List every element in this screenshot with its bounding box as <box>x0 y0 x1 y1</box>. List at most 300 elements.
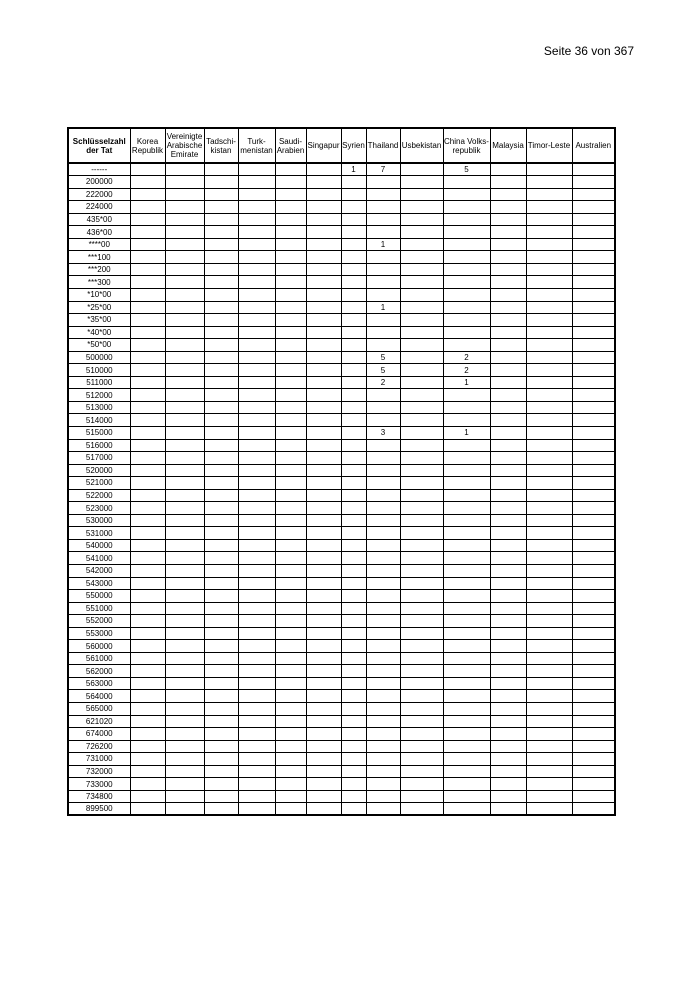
count-cell <box>238 351 275 364</box>
count-cell <box>490 439 526 452</box>
count-cell <box>275 765 306 778</box>
count-cell <box>165 326 204 339</box>
count-cell <box>130 301 165 314</box>
count-cell <box>130 565 165 578</box>
count-cell <box>341 439 366 452</box>
count-cell <box>443 213 490 226</box>
count-cell <box>572 464 615 477</box>
count-cell <box>165 163 204 176</box>
count-cell <box>400 314 443 327</box>
count-cell <box>306 364 341 377</box>
column-header-country: Singapur <box>306 128 341 163</box>
count-cell <box>275 452 306 465</box>
count-cell <box>306 527 341 540</box>
offense-key-cell: 523000 <box>68 502 130 515</box>
count-cell <box>526 339 572 352</box>
count-cell <box>572 803 615 816</box>
count-cell <box>572 765 615 778</box>
table-row <box>68 627 615 640</box>
offense-key-cell: 562000 <box>68 665 130 678</box>
offense-key-cell: 516000 <box>68 439 130 452</box>
count-cell <box>306 753 341 766</box>
count-cell <box>238 577 275 590</box>
count-cell <box>238 790 275 803</box>
count-cell <box>341 514 366 527</box>
count-cell <box>366 615 400 628</box>
table-row <box>68 502 615 515</box>
count-cell <box>275 238 306 251</box>
count-cell <box>572 489 615 502</box>
count-cell <box>366 640 400 653</box>
count-cell <box>306 238 341 251</box>
count-cell <box>443 326 490 339</box>
count-cell <box>526 426 572 439</box>
count-cell <box>204 364 238 377</box>
count-cell <box>306 665 341 678</box>
count-cell <box>204 552 238 565</box>
count-cell <box>306 790 341 803</box>
count-cell <box>341 740 366 753</box>
table-row <box>68 464 615 477</box>
count-cell <box>526 326 572 339</box>
count-cell <box>306 565 341 578</box>
count-cell <box>443 552 490 565</box>
count-cell <box>130 803 165 816</box>
count-cell <box>572 753 615 766</box>
table-row <box>68 790 615 803</box>
count-cell <box>526 364 572 377</box>
count-cell <box>238 339 275 352</box>
count-cell <box>526 778 572 791</box>
count-cell <box>490 426 526 439</box>
count-cell <box>130 602 165 615</box>
count-cell <box>341 728 366 741</box>
count-cell <box>572 703 615 716</box>
count-cell <box>204 263 238 276</box>
count-cell <box>165 527 204 540</box>
count-cell <box>238 326 275 339</box>
offense-country-table <box>67 127 616 816</box>
count-cell <box>204 790 238 803</box>
count-cell <box>443 201 490 214</box>
count-cell <box>130 539 165 552</box>
count-cell <box>238 803 275 816</box>
count-cell <box>275 677 306 690</box>
count-cell: 7 <box>366 163 400 176</box>
count-cell <box>400 514 443 527</box>
count-cell <box>165 314 204 327</box>
count-cell <box>306 640 341 653</box>
count-cell <box>490 477 526 490</box>
count-cell <box>165 301 204 314</box>
count-cell <box>341 640 366 653</box>
count-cell <box>204 527 238 540</box>
count-cell <box>238 527 275 540</box>
count-cell <box>526 627 572 640</box>
count-cell <box>165 677 204 690</box>
count-cell <box>275 690 306 703</box>
count-cell <box>443 414 490 427</box>
table-row <box>68 477 615 490</box>
count-cell <box>238 740 275 753</box>
count-cell <box>490 364 526 377</box>
count-cell <box>366 690 400 703</box>
count-cell <box>366 703 400 716</box>
count-cell <box>275 477 306 490</box>
count-cell <box>165 790 204 803</box>
count-cell <box>526 765 572 778</box>
count-cell <box>572 301 615 314</box>
offense-key-cell: 543000 <box>68 577 130 590</box>
count-cell <box>306 803 341 816</box>
count-cell <box>400 740 443 753</box>
count-cell <box>526 188 572 201</box>
count-cell <box>130 740 165 753</box>
count-cell <box>341 364 366 377</box>
count-cell <box>306 226 341 239</box>
count-cell <box>130 401 165 414</box>
count-cell <box>341 188 366 201</box>
count-cell <box>526 602 572 615</box>
count-cell <box>526 251 572 264</box>
count-cell <box>341 238 366 251</box>
count-cell <box>275 715 306 728</box>
count-cell <box>275 514 306 527</box>
table-row <box>68 489 615 502</box>
count-cell <box>275 163 306 176</box>
count-cell <box>130 339 165 352</box>
table-row <box>68 301 615 314</box>
count-cell <box>275 201 306 214</box>
count-cell <box>130 552 165 565</box>
count-cell <box>130 703 165 716</box>
count-cell <box>204 276 238 289</box>
offense-key-cell: *50*00 <box>68 339 130 352</box>
offense-key-cell: *40*00 <box>68 326 130 339</box>
count-cell <box>130 351 165 364</box>
count-cell <box>526 590 572 603</box>
count-cell <box>572 238 615 251</box>
offense-key-cell: 514000 <box>68 414 130 427</box>
count-cell <box>526 389 572 402</box>
count-cell <box>526 276 572 289</box>
table-row <box>68 226 615 239</box>
count-cell <box>526 414 572 427</box>
count-cell <box>204 690 238 703</box>
count-cell <box>341 703 366 716</box>
count-cell <box>204 677 238 690</box>
count-cell <box>204 590 238 603</box>
count-cell <box>366 477 400 490</box>
count-cell <box>400 464 443 477</box>
offense-key-cell: 542000 <box>68 565 130 578</box>
count-cell <box>275 314 306 327</box>
count-cell <box>275 263 306 276</box>
count-cell <box>400 627 443 640</box>
count-cell <box>400 728 443 741</box>
count-cell <box>443 301 490 314</box>
count-cell <box>443 251 490 264</box>
count-cell <box>130 577 165 590</box>
count-cell <box>275 188 306 201</box>
column-header-country: Thailand <box>366 128 400 163</box>
count-cell <box>204 565 238 578</box>
offense-key-cell: 510000 <box>68 364 130 377</box>
count-cell <box>130 765 165 778</box>
count-cell <box>204 339 238 352</box>
offense-key-cell: 551000 <box>68 602 130 615</box>
count-cell <box>275 464 306 477</box>
count-cell <box>204 301 238 314</box>
count-cell <box>165 753 204 766</box>
count-cell <box>490 401 526 414</box>
count-cell <box>572 552 615 565</box>
table-row <box>68 690 615 703</box>
count-cell <box>490 376 526 389</box>
count-cell <box>130 753 165 766</box>
count-cell <box>130 527 165 540</box>
table-row <box>68 652 615 665</box>
count-cell <box>238 288 275 301</box>
count-cell <box>443 665 490 678</box>
count-cell <box>306 728 341 741</box>
table-row <box>68 326 615 339</box>
count-cell <box>275 527 306 540</box>
count-cell <box>400 703 443 716</box>
count-cell <box>490 276 526 289</box>
count-cell <box>526 238 572 251</box>
count-cell <box>400 565 443 578</box>
count-cell <box>130 389 165 402</box>
count-cell <box>526 803 572 816</box>
count-cell <box>341 401 366 414</box>
offense-key-cell: ***200 <box>68 263 130 276</box>
count-cell <box>204 514 238 527</box>
count-cell <box>443 238 490 251</box>
count-cell <box>238 201 275 214</box>
count-cell <box>400 163 443 176</box>
count-cell <box>366 577 400 590</box>
count-cell <box>306 703 341 716</box>
count-cell <box>572 477 615 490</box>
table-row <box>68 389 615 402</box>
count-cell <box>130 176 165 189</box>
count-cell <box>238 627 275 640</box>
count-cell <box>490 665 526 678</box>
count-cell <box>443 276 490 289</box>
count-cell <box>366 565 400 578</box>
count-cell <box>204 351 238 364</box>
offense-key-cell: 500000 <box>68 351 130 364</box>
offense-key-cell: *35*00 <box>68 314 130 327</box>
count-cell <box>572 351 615 364</box>
count-cell <box>165 665 204 678</box>
count-cell <box>400 376 443 389</box>
table-row <box>68 640 615 653</box>
count-cell <box>238 276 275 289</box>
count-cell <box>130 201 165 214</box>
table-row <box>68 590 615 603</box>
count-cell <box>526 565 572 578</box>
count-cell <box>490 251 526 264</box>
count-cell <box>165 401 204 414</box>
count-cell <box>490 539 526 552</box>
count-cell <box>572 502 615 515</box>
count-cell <box>306 615 341 628</box>
count-cell <box>341 326 366 339</box>
count-cell <box>204 665 238 678</box>
count-cell <box>165 514 204 527</box>
offense-key-cell: *25*00 <box>68 301 130 314</box>
count-cell <box>400 213 443 226</box>
count-cell <box>275 389 306 402</box>
offense-key-cell: 560000 <box>68 640 130 653</box>
count-cell: 1 <box>366 238 400 251</box>
count-cell <box>400 765 443 778</box>
column-header-country: Australien <box>572 128 615 163</box>
count-cell <box>341 201 366 214</box>
table-row <box>68 426 615 439</box>
count-cell <box>572 288 615 301</box>
count-cell <box>341 301 366 314</box>
table-row <box>68 803 615 816</box>
offense-key-cell: 515000 <box>68 426 130 439</box>
count-cell <box>306 288 341 301</box>
count-cell <box>306 426 341 439</box>
count-cell <box>366 602 400 615</box>
count-cell <box>366 740 400 753</box>
count-cell <box>572 627 615 640</box>
count-cell <box>572 188 615 201</box>
count-cell <box>341 677 366 690</box>
count-cell <box>130 640 165 653</box>
count-cell <box>526 452 572 465</box>
count-cell <box>366 288 400 301</box>
count-cell <box>341 276 366 289</box>
count-cell <box>238 765 275 778</box>
count-cell <box>204 778 238 791</box>
header-row <box>68 128 615 163</box>
count-cell <box>306 301 341 314</box>
count-cell <box>400 364 443 377</box>
count-cell <box>443 602 490 615</box>
count-cell <box>165 602 204 615</box>
count-cell <box>400 176 443 189</box>
count-cell <box>400 452 443 465</box>
count-cell <box>165 251 204 264</box>
count-cell <box>572 715 615 728</box>
count-cell <box>165 778 204 791</box>
count-cell <box>306 715 341 728</box>
count-cell <box>130 314 165 327</box>
count-cell <box>275 251 306 264</box>
count-cell <box>238 715 275 728</box>
count-cell <box>490 452 526 465</box>
count-cell <box>366 251 400 264</box>
count-cell <box>306 339 341 352</box>
count-cell <box>366 452 400 465</box>
count-cell <box>572 527 615 540</box>
count-cell <box>204 502 238 515</box>
count-cell <box>275 414 306 427</box>
count-cell <box>366 464 400 477</box>
count-cell <box>130 364 165 377</box>
count-cell <box>341 552 366 565</box>
offense-key-cell: 513000 <box>68 401 130 414</box>
offense-key-cell: 531000 <box>68 527 130 540</box>
count-cell <box>400 401 443 414</box>
count-cell <box>526 439 572 452</box>
count-cell <box>204 188 238 201</box>
count-cell <box>490 414 526 427</box>
count-cell <box>165 213 204 226</box>
count-cell <box>238 514 275 527</box>
count-cell <box>341 251 366 264</box>
table-row <box>68 527 615 540</box>
count-cell <box>572 577 615 590</box>
count-cell <box>490 715 526 728</box>
count-cell <box>400 778 443 791</box>
count-cell <box>238 652 275 665</box>
table-row <box>68 414 615 427</box>
count-cell <box>526 477 572 490</box>
count-cell <box>526 527 572 540</box>
count-cell <box>490 351 526 364</box>
count-cell <box>341 539 366 552</box>
count-cell <box>306 163 341 176</box>
offense-key-cell: 521000 <box>68 477 130 490</box>
count-cell <box>526 226 572 239</box>
count-cell <box>490 314 526 327</box>
count-cell <box>275 376 306 389</box>
column-header-country: Vereinigte Arabische Emirate <box>165 128 204 163</box>
count-cell <box>275 627 306 640</box>
count-cell <box>443 565 490 578</box>
count-cell <box>443 489 490 502</box>
count-cell <box>275 426 306 439</box>
count-cell <box>526 740 572 753</box>
count-cell <box>341 376 366 389</box>
count-cell <box>526 376 572 389</box>
count-cell <box>130 414 165 427</box>
count-cell <box>400 790 443 803</box>
count-cell <box>526 163 572 176</box>
count-cell <box>275 176 306 189</box>
count-cell <box>443 188 490 201</box>
offense-key-cell: 732000 <box>68 765 130 778</box>
count-cell <box>306 577 341 590</box>
offense-key-cell: ****00 <box>68 238 130 251</box>
count-cell <box>204 251 238 264</box>
count-cell <box>400 652 443 665</box>
count-cell <box>204 803 238 816</box>
count-cell <box>341 602 366 615</box>
count-cell <box>490 226 526 239</box>
count-cell <box>275 803 306 816</box>
count-cell <box>130 464 165 477</box>
table-row <box>68 615 615 628</box>
count-cell <box>366 201 400 214</box>
count-cell <box>400 426 443 439</box>
count-cell <box>306 690 341 703</box>
count-cell <box>204 728 238 741</box>
count-cell <box>341 527 366 540</box>
count-cell <box>366 414 400 427</box>
table-row <box>68 778 615 791</box>
offense-key-cell: 561000 <box>68 652 130 665</box>
count-cell <box>341 426 366 439</box>
count-cell <box>366 627 400 640</box>
